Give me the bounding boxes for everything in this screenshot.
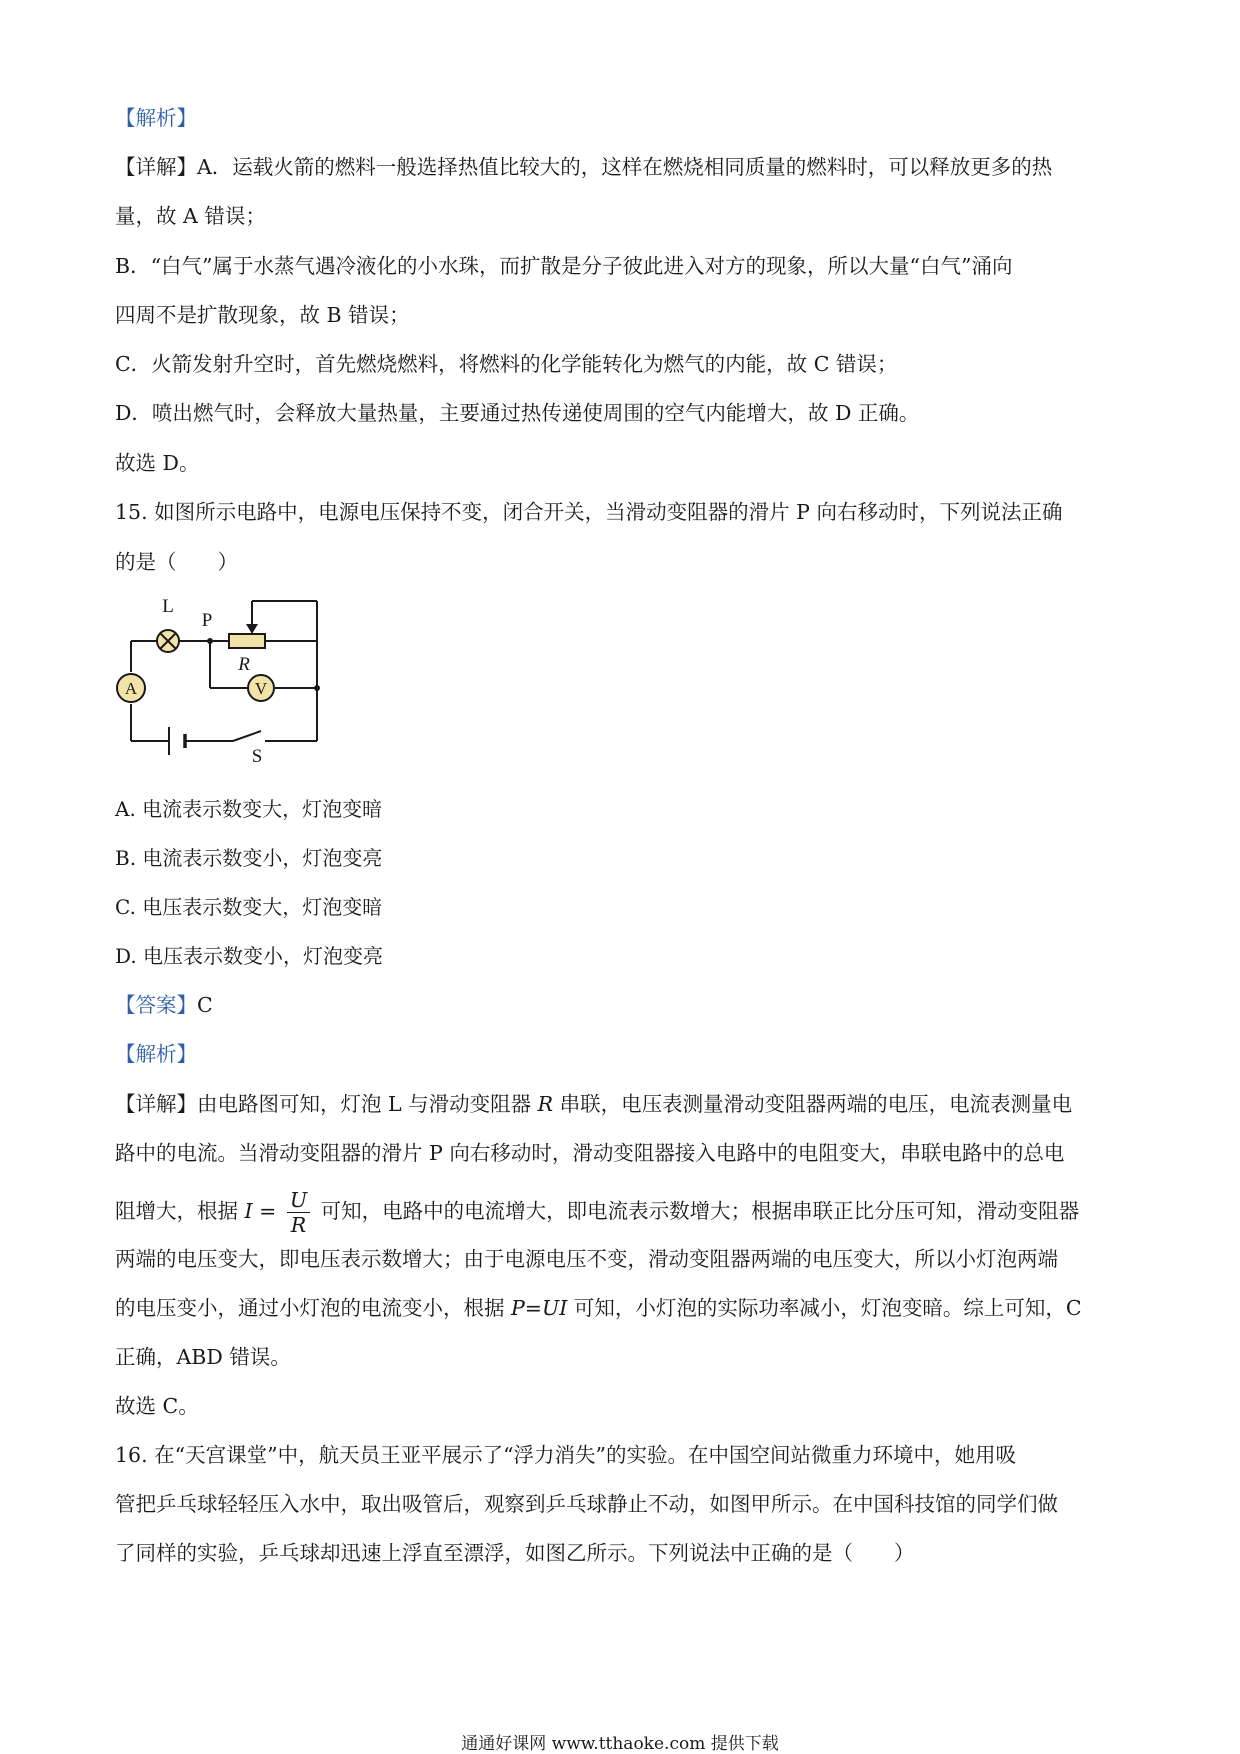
circuit-diagram — [105, 588, 335, 768]
answer-tag: 【答案】 — [115, 993, 197, 1017]
choice-line: 故选 C。 — [115, 1394, 199, 1418]
answer-line — [115, 990, 213, 1020]
choice-line: 故选 D。 — [115, 451, 200, 475]
section-heading-analysis: 【解析】 — [115, 106, 197, 130]
question-16-stem: 16. 在“天宫课堂”中，航天员王亚平展示了“浮力消失”的实验。在中国空间站微重力环境中，她用吸 — [115, 1443, 1017, 1467]
resistor-label: R — [238, 654, 250, 675]
detail-paragraph-line: 四周不是扩散现象，故 B 错误； — [115, 303, 410, 327]
voltmeter-label: V — [254, 679, 268, 698]
switch-label: S — [251, 746, 263, 767]
detail-paragraph-line: 【详解】由电路图可知，灯泡 L 与滑动变阻器 R 串联，电压表测量滑动变阻器两端的电压，电流表测量电 — [115, 1092, 1073, 1116]
detail-paragraph-line: 正确，ABD 错误。 — [115, 1345, 291, 1369]
junction-dot — [207, 638, 213, 644]
page-footer: 通通好课网 www.tthaoke.com 提供下载 — [461, 1734, 779, 1754]
option-c: C. 电压表示数变大，灯泡变暗 — [115, 895, 383, 919]
option-a: A. 电流表示数变大，灯泡变暗 — [115, 797, 383, 821]
section-heading-analysis: 【解析】 — [115, 1042, 197, 1066]
resistor-symbol — [229, 634, 265, 648]
detail-paragraph-line: 路中的电流。当滑动变阻器的滑片 P 向右移动时，滑动变阻器接入电路中的电阻变大，串联电路中的总电 — [115, 1141, 1065, 1165]
option-b: B. 电流表示数变小，灯泡变亮 — [115, 846, 383, 870]
ammeter-label: A — [124, 679, 138, 698]
formula-lhs: I — [244, 1199, 253, 1223]
detail-paragraph-line: C．火箭发射升空时，首先燃烧燃料，将燃料的化学能转化为燃气的内能，故 C 错误； — [115, 352, 898, 376]
question-16-stem: 了同样的实验，乒乓球却迅速上浮直至漂浮，如图乙所示。下列说法中正确的是（ ） — [115, 1541, 915, 1565]
detail-paragraph-line: 【详解】A．运载火箭的燃料一般选择热值比较大的，这样在燃烧相同质量的燃料时，可以释放更多的热 — [115, 155, 1053, 179]
slider-label: P — [201, 610, 213, 631]
option-d: D. 电压表示数变小，灯泡变亮 — [115, 944, 384, 968]
detail-paragraph-line: 的电压变小，通过小灯泡的电流变小，根据 P=UI 可知，小灯泡的实际功率减小，灯泡变暗。综上可知，C — [115, 1296, 1082, 1320]
slider-arrow-icon — [246, 624, 258, 634]
answer-value: C — [197, 993, 213, 1017]
lamp-symbol — [157, 630, 179, 652]
detail-paragraph-line: D．喷出燃气时，会释放大量热量，主要通过热传递使周围的空气内能增大，故 D 正确。 — [115, 401, 920, 425]
detail-paragraph-line: 阻增大，根据 I = $\frac{U}{R}$ 可知，电路中的电流增大，即电流表示数增大；根据串联正比分压可知，滑动变阻器 — [115, 1188, 1080, 1237]
question-15-stem: 15. 如图所示电路中，电源电压保持不变，闭合开关，当滑动变阻器的滑片 P 向右移动时，下列说法正确 — [115, 500, 1063, 524]
detail-paragraph-line: B．“白气”属于水蒸气遇冷液化的小水珠，而扩散是分子彼此进入对方的现象，所以大量“白气”涌向 — [115, 254, 1013, 278]
lamp-label: L — [162, 596, 174, 617]
question-16-stem: 管把乒乓球轻轻压入水中，取出吸管后，观察到乒乓球静止不动，如图甲所示。在中国科技馆的同学们做 — [115, 1492, 1058, 1516]
detail-tag: 【详解】 — [115, 155, 197, 179]
junction-dot — [314, 685, 320, 691]
detail-tag: 【详解】 — [115, 1092, 197, 1116]
question-15-stem: 的是（ ） — [115, 550, 238, 574]
detail-paragraph-line: 两端的电压变大，即电压表示数增大；由于电源电压不变，滑动变阻器两端的电压变大，所以小灯泡两端 — [115, 1247, 1058, 1271]
detail-paragraph-line: 量，故 A 错误； — [115, 204, 266, 228]
power-formula: P=UI — [511, 1296, 568, 1320]
formula-fraction: $\frac{U}{R}$ — [287, 1188, 310, 1237]
